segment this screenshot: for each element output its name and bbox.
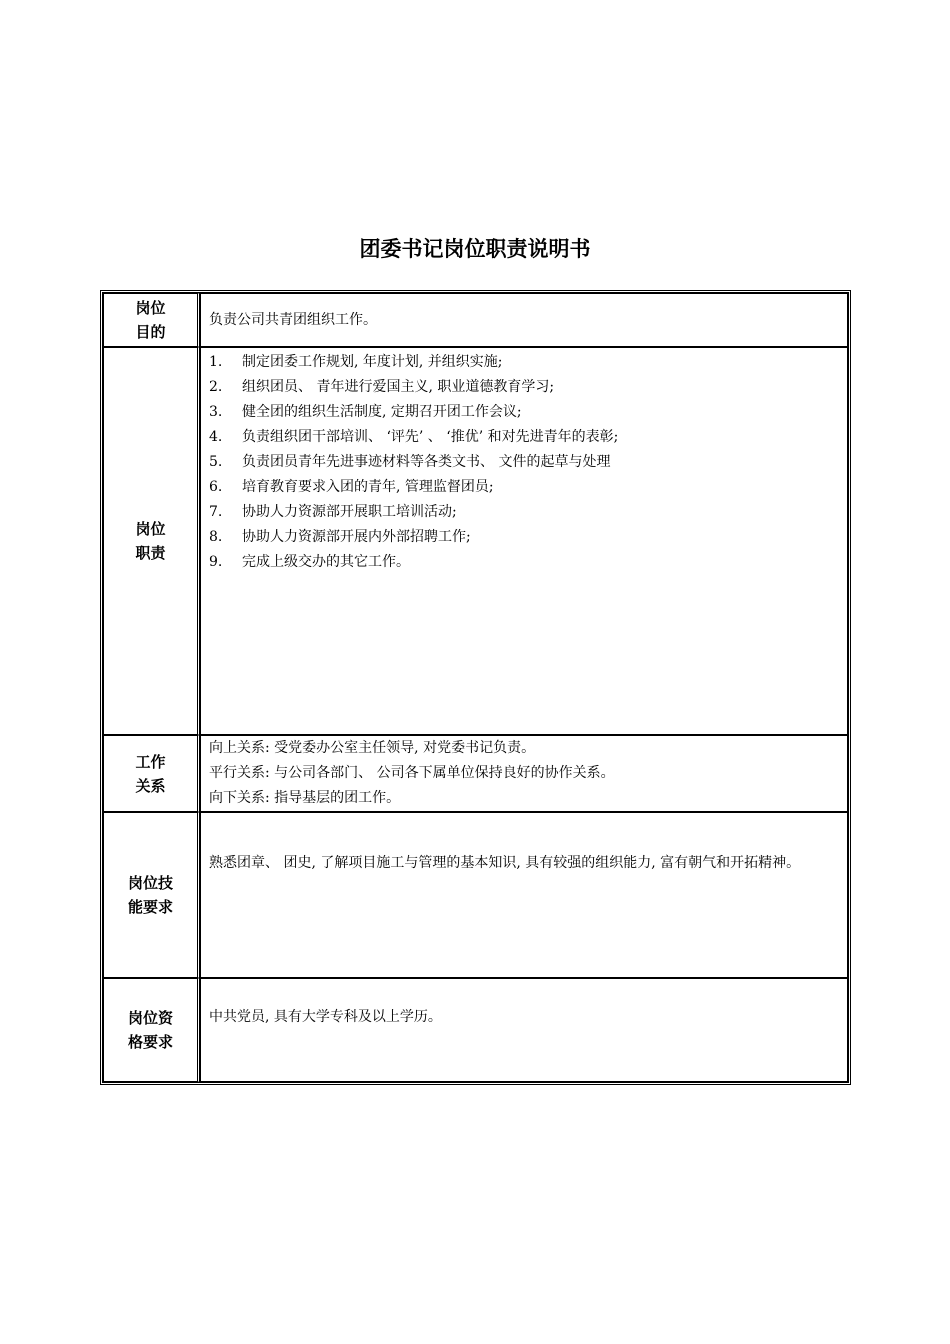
duty-number: 7.: [209, 504, 223, 520]
duty-text: 协助人力资源部开展内外部招聘工作;: [242, 529, 471, 545]
duty-item: [209, 450, 839, 475]
duties-label-line1: 岗位: [135, 520, 166, 538]
skills-label: [103, 812, 200, 978]
skills-label-line2: 能要求: [127, 898, 173, 916]
duty-number: 8.: [209, 529, 223, 545]
duty-text: 培育教育要求入团的青年, 管理监督团员;: [242, 479, 494, 495]
skills-row: [103, 812, 848, 978]
duty-text: 健全团的组织生活制度, 定期召开团工作会议;: [242, 404, 522, 420]
duty-number: 5.: [209, 454, 223, 470]
duties-label: [103, 347, 200, 735]
purpose-label-line2: 目的: [135, 323, 166, 341]
duty-item: [209, 475, 839, 500]
duty-number: 9.: [209, 554, 223, 570]
duty-number: 4.: [209, 429, 223, 445]
upward-relation: 向上关系: 受党委办公室主任领导, 对党委书记负责。: [209, 740, 536, 756]
qualifications-text: 中共党员, 具有大学专科及以上学历。: [200, 978, 848, 1082]
duty-item: [209, 550, 839, 575]
relations-label: [103, 735, 200, 812]
purpose-label: [103, 293, 200, 347]
duties-label-line2: 职责: [135, 544, 166, 562]
job-description-table: [100, 290, 851, 1085]
purpose-text: 负责公司共青团组织工作。: [200, 293, 848, 347]
downward-relation: 向下关系: 指导基层的团工作。: [209, 790, 401, 806]
purpose-row: [103, 293, 848, 347]
relations-label-line1: 工作: [135, 752, 166, 771]
purpose-label-line1: 岗位: [135, 299, 166, 317]
duty-number: 2.: [209, 379, 223, 395]
duty-number: 3.: [209, 404, 223, 420]
parallel-relation: 平行关系: 与公司各部门、 公司各下属单位保持良好的协作关系。: [209, 765, 615, 781]
document-title: 团委书记岗位职责说明书: [359, 237, 591, 261]
duty-list: [209, 350, 839, 575]
qualifications-label: [103, 978, 200, 1082]
duty-number: 6.: [209, 479, 223, 495]
duty-item: [209, 400, 839, 425]
relations-content: [200, 735, 848, 812]
duty-item: [209, 350, 839, 375]
skills-text: 熟悉团章、 团史, 了解项目施工与管理的基本知识, 具有较强的组织能力, 富有朝气和开拓精神。: [200, 812, 848, 978]
duties-row: [103, 347, 848, 735]
duties-content: [200, 347, 848, 735]
duty-text: 组织团员、 青年进行爱国主义, 职业道德教育学习;: [242, 379, 555, 395]
relations-label-line2: 关系: [135, 776, 166, 795]
duty-number: 1.: [209, 354, 223, 370]
qualifications-row: [103, 978, 848, 1082]
skills-label-line1: 岗位技: [127, 874, 173, 892]
duty-text: 协助人力资源部开展职工培训活动;: [242, 504, 457, 520]
duty-item: [209, 500, 839, 525]
duty-text: 负责团员青年先进事迹材料等各类文书、 文件的起草与处理: [242, 454, 611, 470]
duty-text: 负责组织团干部培训、 ‘评先’ 、 ‘推优’ 和对先进青年的表彰;: [242, 429, 619, 445]
duty-text: 完成上级交办的其它工作。: [242, 554, 410, 570]
relations-row: [103, 735, 848, 812]
duty-item: [209, 425, 839, 450]
qualifications-label-line1: 岗位资: [127, 1009, 173, 1027]
duty-text: 制定团委工作规划, 年度计划, 并组织实施;: [242, 354, 503, 370]
duty-item: [209, 525, 839, 550]
qualifications-label-line2: 格要求: [127, 1033, 173, 1051]
duty-item: [209, 375, 839, 400]
